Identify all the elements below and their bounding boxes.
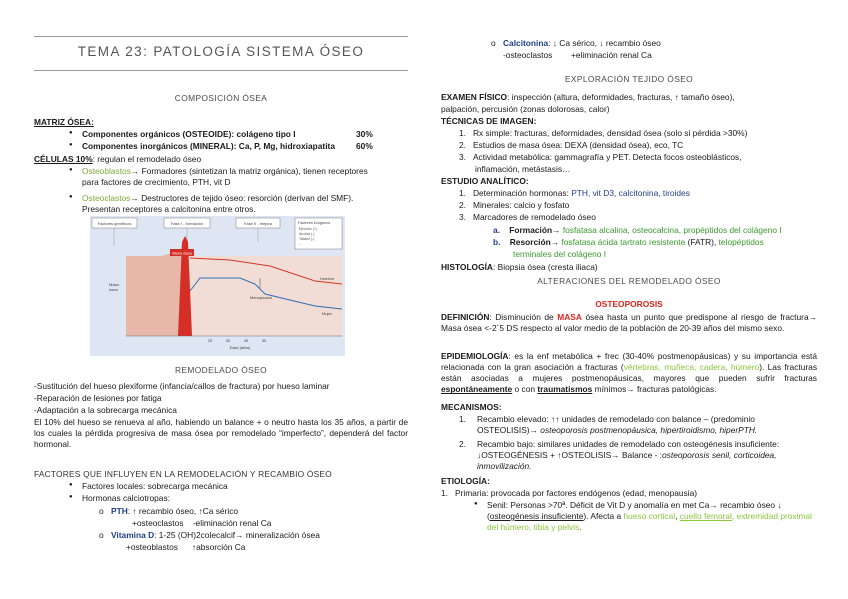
senil-hueso-cortical: hueso cortical: [623, 511, 676, 522]
imagen-item-3: 3. Actividad metabólica: gammagrafía y PET. Detecta focos osteoblásticos,: [459, 152, 742, 162]
analitico-item-1-a: Determinación hormonas:: [472, 188, 572, 198]
examen-fisico-line-1: [441, 92, 735, 103]
bone-mass-figure: [90, 216, 345, 356]
page-title: TEMA 23: PATOLOGÍA SISTEMA ÓSEO: [77, 44, 365, 59]
mecanismo-1-italic: osteoporosis postmenopáusica, hipertiroidismo, hiperPTH.: [540, 425, 758, 436]
definicion-paragraph: [441, 312, 817, 334]
epidemiologia-paragraph: [441, 351, 817, 395]
list-item-factores-locales: [82, 481, 228, 492]
osteoporosis-heading: OSTEOPOROSIS: [595, 299, 663, 309]
pth-name: PTH: [111, 506, 128, 516]
matriz-label: MATRIZ ÓSEA:: [34, 117, 94, 127]
definicion-label: DEFINICIÓN: [441, 312, 490, 322]
senil-underline: osteogénesis insuficiente: [489, 511, 584, 522]
calcitonina-name: Calcitonina: [503, 38, 549, 48]
pth-sub-b: -eliminación renal Ca: [192, 518, 272, 528]
figure-legend-title: Factores exógenos: [298, 221, 331, 225]
title-rule: [34, 70, 408, 71]
calcitonina-text: : ↓ Ca sérico, ↓ recambio óseo: [548, 38, 661, 48]
calcitonina-sub: [503, 50, 652, 61]
figure-hombre-label: Hombre: [320, 276, 335, 281]
top-rule: [34, 36, 408, 37]
figure-xlabel: Edad (años): [229, 346, 251, 350]
senil-text-d: .: [579, 522, 582, 533]
section-heading-composicion: COMPOSICIÓN ÓSEA: [174, 93, 268, 103]
epidemiologia-text-c: o con: [512, 384, 538, 395]
figure-ylabel-1: Masa: [109, 282, 119, 287]
figure-mujer-label: Mujer: [322, 311, 333, 316]
figure-legend-item-1: Ejercicio (+): [299, 227, 317, 231]
vitamina-d-sub-b: ↑absorción Ca: [191, 542, 246, 552]
list-item-pth: [111, 506, 238, 517]
figure-peak-label: Masa ósea: [172, 250, 192, 256]
epidemiologia-text-d: mínimos→ fracturas patológicas.: [592, 384, 717, 395]
list-item-osteoblastos: [82, 166, 408, 188]
examen-fisico-line-2: palpación, percusión (zonas dolorosas, calor): [441, 104, 610, 114]
list-item-hormonas: [82, 493, 170, 504]
figure-box-formacion-label: Fase I - formación: [170, 221, 204, 226]
figure-legend-item-2: Alcohol (-): [299, 232, 315, 236]
etiologia-item-1-text: Primaria: provocada por factores endógenos (edad, menopausia): [454, 488, 698, 498]
list-item-calcitonina: [503, 38, 661, 49]
osteoblastos-name: Osteoblastos: [82, 166, 131, 176]
senil-text-c: ,: [675, 511, 680, 522]
pth-text: : ↑ recambio óseo, ↑Ca sérico: [127, 506, 239, 516]
epidemiologia-traumatismos: traumatismos: [537, 384, 593, 395]
list-item-inorganicos: [82, 141, 335, 152]
vitamina-d-name: Vitamina D: [111, 530, 155, 540]
imagen-item-2-text: Estudios de masa ósea: DEXA (densidad ósea), eco, TC: [472, 140, 684, 150]
figure-legend-item-4: ...: [299, 242, 302, 246]
section-heading-remodelado: REMODELADO ÓSEO: [174, 365, 268, 375]
list-item-organicos: [82, 129, 296, 140]
senil-text-a: Senil: Personas >70ª. Déficit de Vit D y anomalía en met Ca→ recambio óseo ↓ (: [487, 500, 782, 522]
list-item-vitamina-d: [111, 530, 320, 541]
osteoclastos-text-2: Presentan receptores a calcitonina entre otros.: [82, 204, 256, 215]
vitamina-d-text: : 1-25 (OH)2colecalcif→ mineralización ósea: [154, 530, 320, 540]
resorcion-text-a: fosfatasa ácida tartrato resistente: [561, 237, 686, 247]
senil-extremidad: , extremidad proximal del húmero, tibia y pelvis: [487, 511, 812, 533]
histologia-label: HISTOLOGÍA: [441, 262, 493, 272]
hormonas-text: Hormonas calciotropas:: [82, 493, 170, 503]
marcador-formacion: a. Formación→ fosfatasa alcalina, osteocalcina, propéptidos del colágeno I: [493, 225, 782, 235]
figure-legend-item-3: Tabaco (-): [299, 237, 315, 241]
definicion-text-a: : Disminución de: [489, 312, 558, 322]
celulas-text: : regulan el remodelado óseo: [92, 154, 202, 164]
section-heading-factores: FACTORES QUE INFLUYEN EN LA REMODELACIÓN Y RECAMBIO ÓSEO: [34, 469, 332, 479]
definicion-masa: MASA: [557, 312, 582, 322]
pth-sub-a: +osteoclastos: [132, 518, 184, 528]
list-item-osteoclastos: [82, 193, 408, 215]
section-heading-alteraciones: ALTERACIONES DEL REMODELADO ÓSEO: [537, 276, 721, 286]
figure-xtick-1: 25: [208, 339, 212, 343]
mecanismo-2: 2. Recambio bajo: similares unidades de remodelado con osteogénesis insuficiente: ↓OSTEOGÉNESIS + ↑OSTEOLISIS→ Balance - :osteoporosis senil, corticoidea, inmovilización.: [459, 439, 780, 472]
inorganicos-text: Componentes inorgánicos (MINERAL): Ca, P, Mg, hidroxiapatita: [82, 141, 335, 151]
remodelado-line-3: -Adaptación a la sobrecarga mecánica: [34, 405, 177, 415]
figure-xtick-4: 55: [262, 339, 266, 343]
osteoblastos-text-2: para factores de crecimiento, PTH, vit D: [82, 177, 231, 188]
figure-xtick-3: 45: [244, 339, 248, 343]
resorcion-text-b: (FATR),: [685, 237, 719, 247]
vitamina-d-sub: [126, 542, 245, 553]
resorcion-text-d: terminales del colágeno I: [513, 249, 607, 259]
histologia-line: [441, 262, 598, 273]
osteoblastos-text-1: → Formadores (sintetizan la matriz orgánica), tienen receptores: [130, 166, 368, 176]
remodelado-line-1: -Sustitución del hueso plexiforme (infancia/callos de fractura) por hueso laminar: [34, 381, 330, 391]
figure-ylabel-2: ósea: [109, 287, 118, 292]
mecanismo-2-italic: osteoporosis senil, corticoidea, inmovilización.: [477, 450, 777, 472]
organicos-text: Componentes orgánicos (OSTEOIDE): colágeno tipo I: [82, 129, 296, 139]
calcitonina-sub-b: +eliminación renal Ca: [570, 50, 652, 60]
figure-menopause-label: Menopausia: [250, 295, 272, 300]
mecanismo-1: 1. Recambio elevado: ↑↑ unidades de remodelado con balance – (predominio OSTEOLISIS)→ osteoporosis postmenopáusica, hipertiroidismo, hiperPTH.: [459, 414, 758, 436]
organicos-pct: 30%: [356, 129, 373, 139]
imagen-item-3-cont: inflamación, metástasis…: [475, 164, 571, 174]
etiologia-label: ETIOLOGÍA:: [441, 476, 490, 486]
tecnicas-imagen-label: TÉCNICAS DE IMAGEN:: [441, 116, 537, 126]
analitico-item-1: 1. Determinación hormonas: PTH, vit D3, calcitonina, tiroides: [459, 188, 690, 198]
epidemiologia-espontaneamente: espontáneamente: [441, 384, 513, 395]
examen-fisico-text-1: : inspección (altura, deformidades, fracturas, ↑ tamaño óseo),: [507, 92, 735, 102]
figure-box-geneticos-label: Factores genéticos: [97, 221, 132, 226]
imagen-item-2: 2. Estudios de masa ósea: DEXA (densidad ósea), eco, TC: [459, 140, 684, 150]
inorganicos-pct: 60%: [356, 141, 373, 151]
analitico-item-3: 3. Marcadores de remodelado óseo: [459, 212, 596, 222]
remodelado-paragraph: El 10% del hueso se renueva al año, habiendo un balance + o neutro hasta los 35 años, a partir de los cuales la pérdida progresiva de masa ósea por remodelado “imperfecto”, dependerá del factor hormonal.: [34, 417, 408, 450]
definicion-text-b: ósea hasta un punto que predispone al riesgo de fractura→ Masa ósea <-2´5 DS respecto al valor medio de la población de 20-39 años del mismo sexo.: [441, 312, 817, 334]
calcitonina-sub-a: -osteoclastos: [503, 50, 553, 60]
section-heading-exploracion: EXPLORACIÓN TEJIDO ÓSEO: [564, 74, 694, 84]
mecanismos-label: MECANISMOS:: [441, 402, 502, 412]
analitico-item-3-text: Marcadores de remodelado óseo: [472, 212, 596, 222]
imagen-item-3-text: Actividad metabólica: gammagrafía y PET. Detecta focos osteoblásticos,: [472, 152, 742, 162]
resorcion-label: Resorción→: [509, 237, 562, 247]
analitico-item-2-text: Minerales: calcio y fosfato: [472, 200, 570, 210]
mecanismo-2-text: Recambio bajo: similares unidades de remodelado con osteogénesis insuficiente: ↓OSTEOGÉNESIS + ↑OSTEOLISIS→ Balance - :: [477, 439, 780, 461]
factores-locales-text: Factores locales: sobrecarga mecánica: [82, 481, 228, 491]
formacion-text: fosfatasa alcalina, osteocalcina, propéptidos del colágeno I: [562, 225, 782, 235]
senil-cuello-femoral: cuello femoral: [679, 511, 732, 522]
osteoclastos-name: Osteoclastos: [82, 193, 131, 203]
list-item-senil: [487, 500, 817, 533]
imagen-item-1: 1. Rx simple: fracturas, deformidades, densidad ósea (solo si pérdida >30%): [459, 128, 748, 138]
epidemiologia-text-a: : es la enf metabólica + frec (30-40% postmenopáusicas) y su importancia está relacionada con la gran asociación a fracturas (: [441, 351, 817, 373]
epidemiologia-fracturas: vértebras, muñeca, cadera, húmero: [623, 362, 760, 373]
examen-fisico-label: EXAMEN FÍSICO: [441, 92, 508, 102]
histologia-text: : Biopsia ósea (cresta iliaca): [492, 262, 598, 272]
analitico-item-2: 2. Minerales: calcio y fosfato: [459, 200, 570, 210]
marcador-resorcion: b. Resorción→ fosfatasa ácida tartrato resistente (FATR), telopéptidos: [493, 237, 764, 247]
figure-box-mejora-label: Fase II - mejora: [243, 221, 273, 226]
imagen-item-1-text: Rx simple: fracturas, deformidades, densidad ósea (solo si pérdida >30%): [472, 128, 748, 138]
celulas-label: CÉLULAS 10%: [34, 154, 93, 164]
figure-xtick-2: 35: [226, 339, 230, 343]
senil-text-b: ). Afecta a: [583, 511, 624, 522]
etiologia-item-1: 1. Primaria: provocada por factores endógenos (edad, menopausia): [441, 488, 698, 498]
estudio-analitico-label: ESTUDIO ANALÍTICO:: [441, 176, 529, 186]
resorcion-text-c: telopéptidos: [718, 237, 764, 247]
epidemiologia-text-b: ). Las fracturas están asociadas a mujeres postmenopáusicas, mayores que pueden sufrir fracturas: [441, 362, 818, 384]
formacion-label: Formación→: [509, 225, 563, 235]
epidemiologia-label: EPIDEMIOLOGÍA: [441, 351, 509, 361]
celulas-line: [34, 154, 201, 165]
pth-sub: [132, 518, 271, 529]
vitamina-d-sub-a: +osteoblastos: [126, 542, 178, 552]
remodelado-line-2: -Reparación de lesiones por fatiga: [34, 393, 162, 403]
analitico-item-1-b: PTH, vit D3, calcitonina, tiroides: [571, 188, 690, 198]
mecanismo-1-text: Recambio elevado: ↑↑ unidades de remodelado con balance – (predominio OSTEOLISIS)→: [477, 414, 755, 436]
osteoclastos-text-1: → Destructores de tejido óseo: resorción (derivan del SMF).: [130, 193, 354, 203]
